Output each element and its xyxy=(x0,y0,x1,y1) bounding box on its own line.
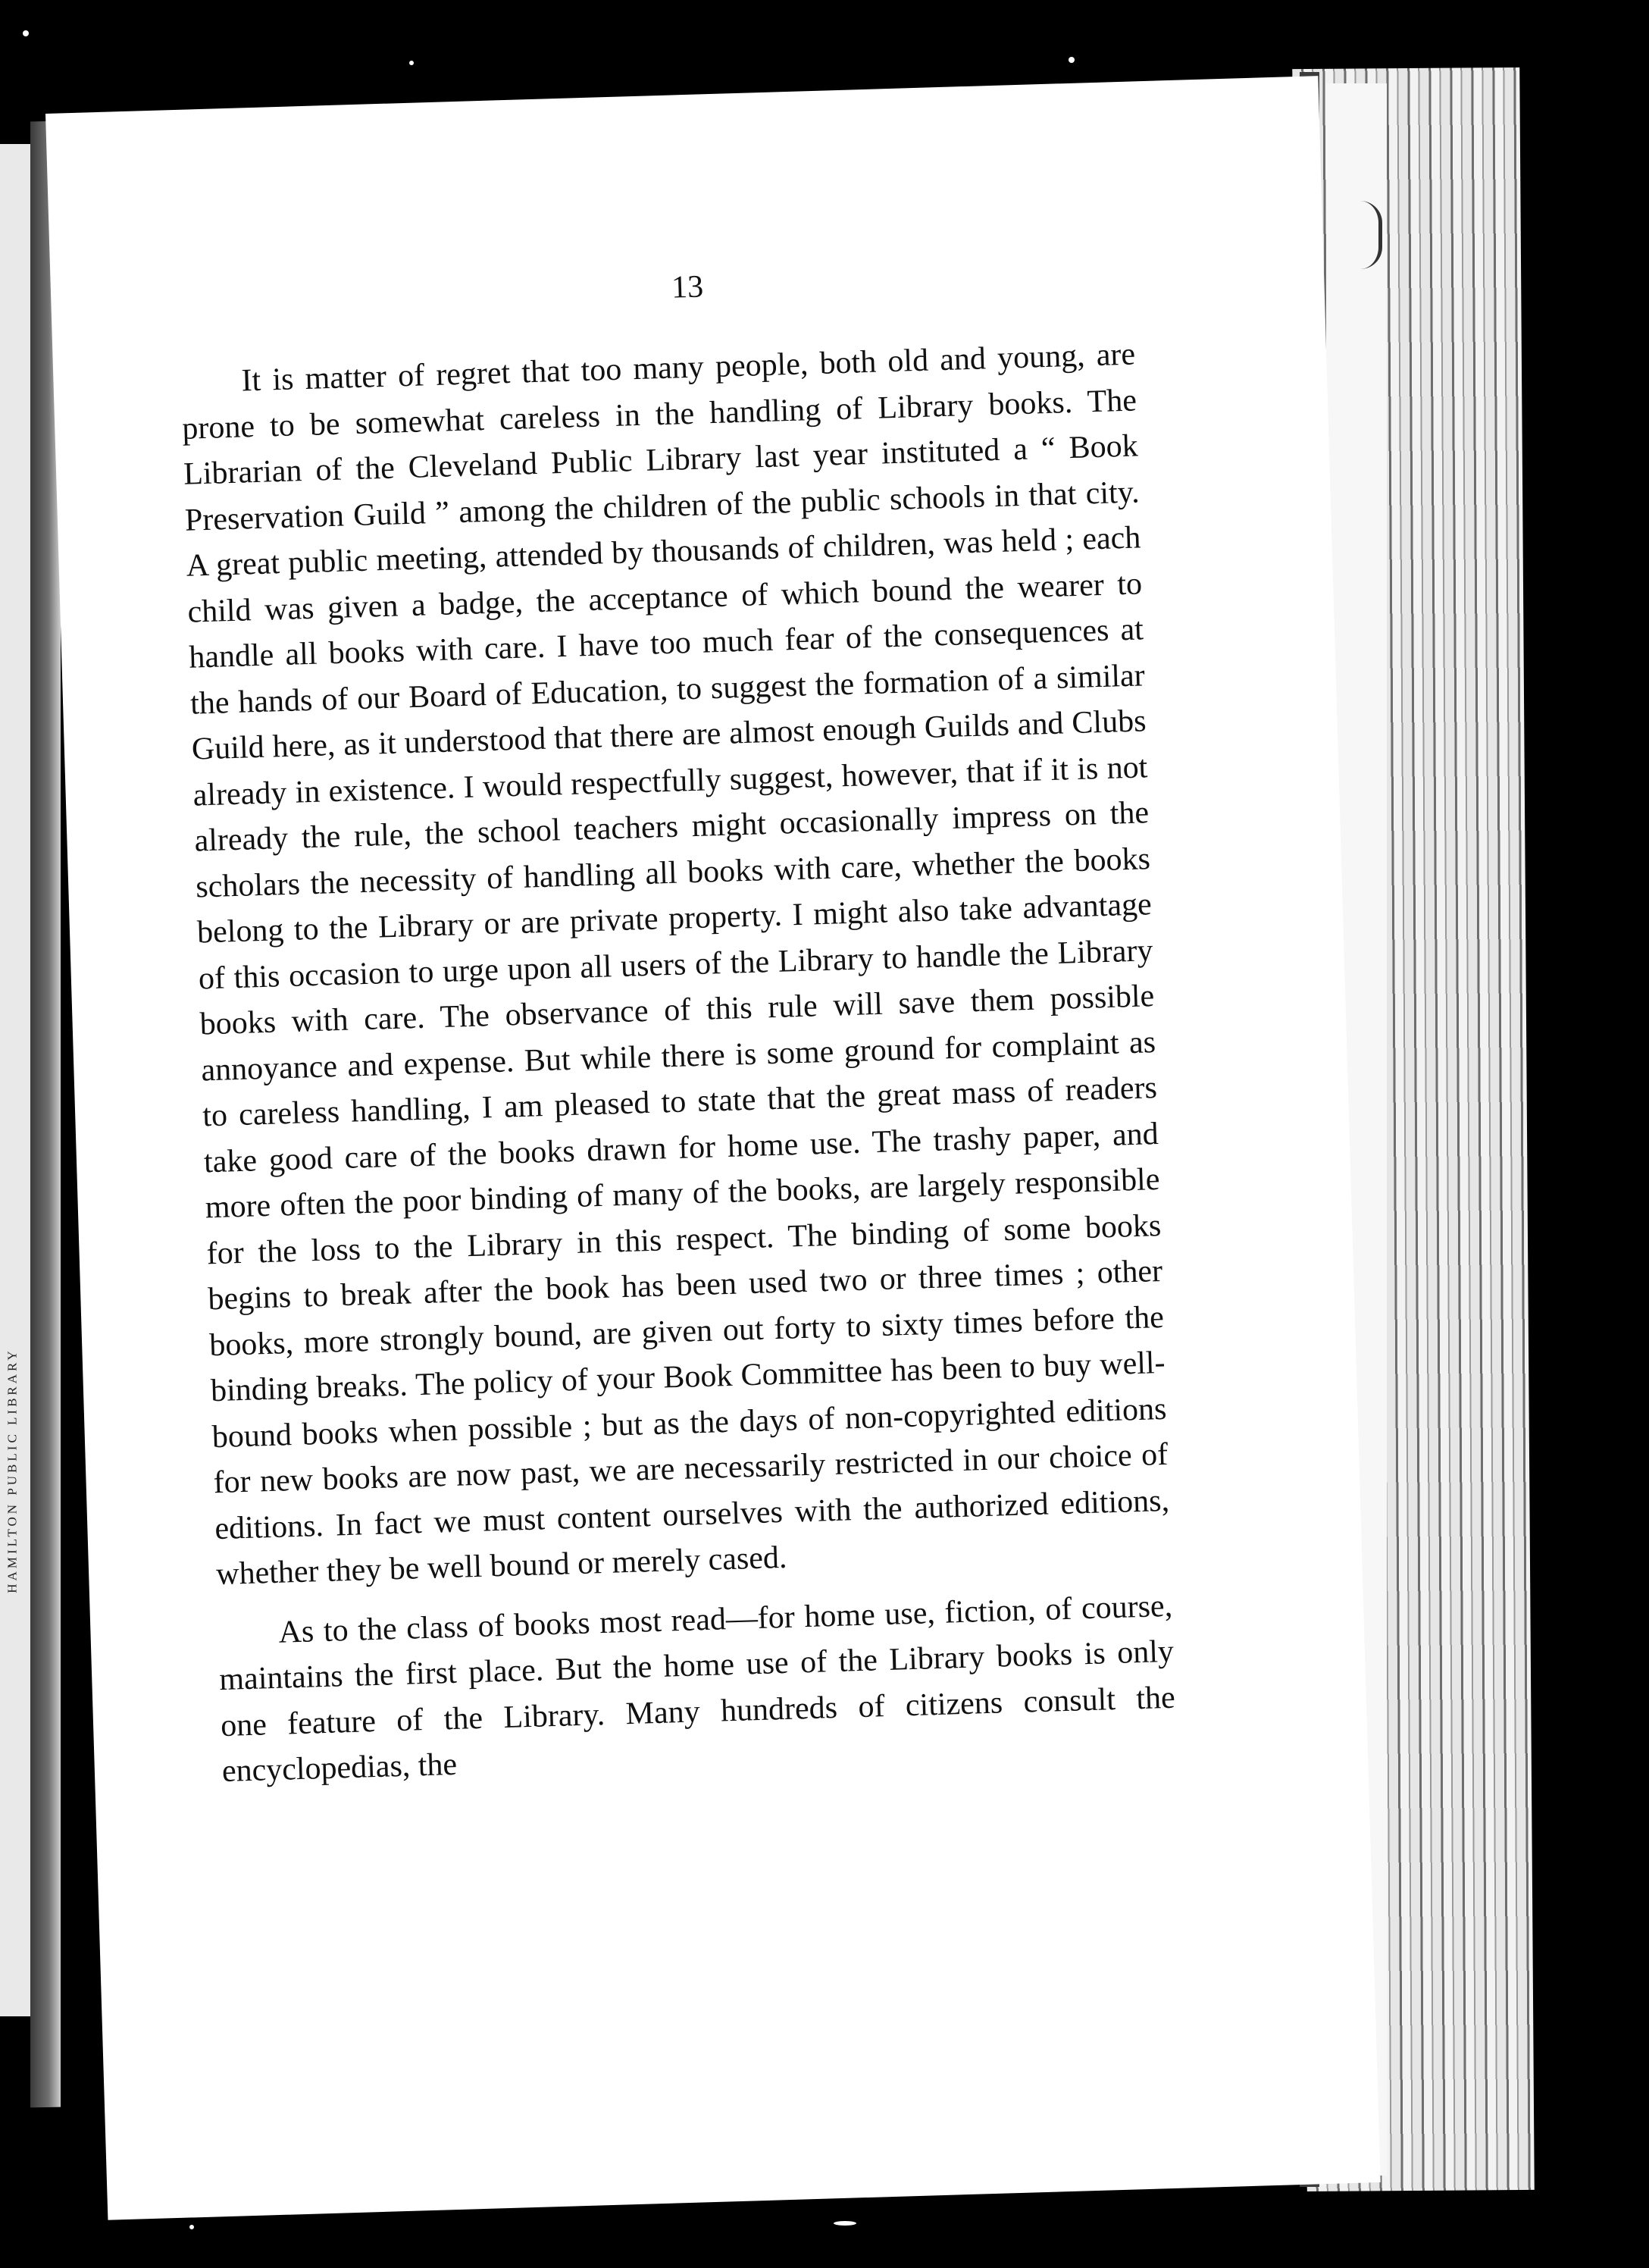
scan-speck xyxy=(409,61,414,65)
left-page-edge xyxy=(0,144,33,2016)
book-page xyxy=(45,76,1381,2220)
paragraph: As to the class of books most read—for home use, fiction, of course, maintains the first place. But the home use of the Library books is only one feature of the Library. Many hundreds of citizens consult the encyclopedias, the xyxy=(218,1588,1176,1790)
page-body xyxy=(180,331,1178,1794)
spine-label-text: HAMILTON PUBLIC LIBRARY xyxy=(5,1348,20,1593)
scan-speck xyxy=(1069,57,1075,63)
page-number: 13 xyxy=(671,269,704,305)
spine-label xyxy=(2,1205,24,1736)
scan-speck xyxy=(23,30,29,36)
scan-speck xyxy=(834,2221,856,2226)
scan-speck xyxy=(189,2225,194,2229)
paragraph: It is matter of regret that too many people, both old and young, are prone to be somewhat careless in the handling of Library books. The Librarian of the Cleveland Public Library last year instituted a “ Book Preservation Guild ” among the children of the public schools in that city. A great public meeting, attended by thousands of children, was held ; each child was given a badge, the acceptance of which bound the wearer to handle all books with care. I have too much fear of the consequences at the hands of our Board of Education, to suggest the formation of a similar Guild here, as it understood that there are almost enough Guilds and Clubs already in existence. I would respectfully suggest, however, that if it is not already the rule, the school teachers might occasionally impress on the scholars the necessity of handling all books with care, whether the books belong to the Library or are private property. I might also take advantage of this occasion to urge upon all users of the Library to handle the Library books with care. The observance of this rule will save them possible annoyance and expense. But while there is some ground for complaint as to careless handling, I am pleased to state that the great mass of readers take good care of the books drawn for home use. The trashy paper, and more often the poor binding of many of the books, are largely responsible for the loss to the Library in this respect. The binding of some books begins to break after the book has been used two or three times ; other books, more strongly bound, are given out forty to sixty times before the binding breaks. The policy of your Book Committee has been to buy well-bound books when possible ; but as the days of non-copyrighted editions for new books are now past, we are necessarily restricted in our choice of editions. In fact we must content ourselves with the authorized editions, whether they be well bound or merely cased. xyxy=(181,337,1170,1593)
